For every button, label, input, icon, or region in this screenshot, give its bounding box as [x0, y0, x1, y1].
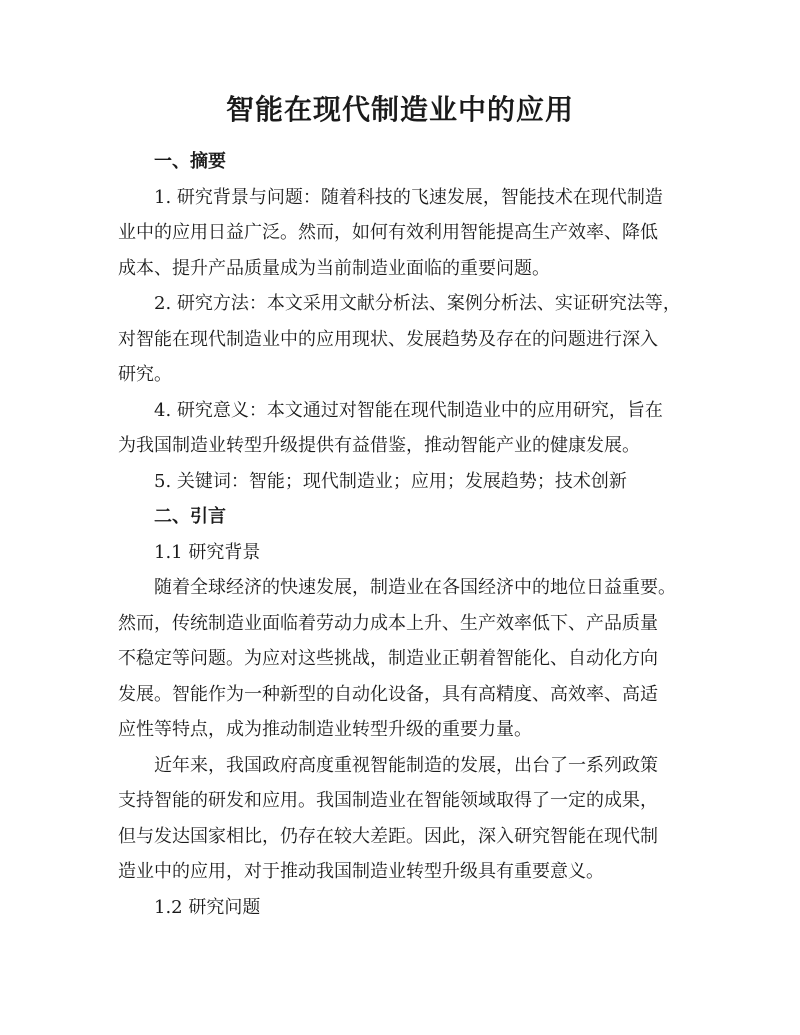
text-line: 支持智能的研发和应用。我国制造业在智能领域取得了一定的成果，: [118, 790, 658, 811]
text-line: 1.1 研究背景: [154, 541, 261, 563]
text-line: 对智能在现代制造业中的应用现状、发展趋势及存在的问题进行深入: [118, 328, 658, 350]
text-line: 随着全球经济的快速发展，制造业在各国经济中的地位日益重要。: [154, 577, 676, 598]
text-line: 5. 关键词：智能；现代制造业；应用；发展趋势；技术创新: [154, 470, 627, 492]
text-line: 但与发达国家相比，仍存在较大差距。因此，深入研究智能在现代制: [118, 825, 658, 847]
text-line: 2. 研究方法：本文采用文献分析法、案例分析法、实证研究法等，: [154, 293, 681, 314]
text-line: 应性等特点，成为推动制造业转型升级的重要力量。: [118, 719, 532, 740]
text-line: 业中的应用日益广泛。然而，如何有效利用智能提高生产效率、降低: [118, 222, 658, 243]
text-line: 然而，传统制造业面临着劳动力成本上升、生产效率低下、产品质量: [118, 612, 658, 634]
document-body: [118, 144, 692, 925]
text-line: 发展。智能作为一种新型的自动化设备，具有高精度、高效率、高适: [118, 683, 658, 705]
text-line: 研究。: [118, 364, 172, 385]
text-line: 近年来，我国政府高度重视智能制造的发展，出台了一系列政策: [154, 754, 658, 776]
text-line: 成本、提升产品质量成为当前制造业面临的重要问题。: [118, 257, 550, 279]
document-title: 智能在现代制造业中的应用: [225, 93, 574, 126]
text-line: 4. 研究意义：本文通过对智能在现代制造业中的应用研究，旨在: [154, 399, 663, 421]
text-line: 不稳定等问题。为应对这些挑战，制造业正朝着智能化、自动化方向: [118, 648, 658, 669]
section-heading: 二、引言: [154, 506, 226, 527]
text-line: 为我国制造业转型升级提供有益借鉴，推动智能产业的健康发展。: [118, 435, 640, 456]
text-line: 1. 研究背景与问题：随着科技的飞速发展，智能技术在现代制造: [154, 186, 663, 208]
text-line: 1.2 研究问题: [154, 896, 261, 918]
text-line: 造业中的应用，对于推动我国制造业转型升级具有重要意义。: [118, 861, 604, 882]
section-heading: 一、摘要: [154, 151, 226, 172]
